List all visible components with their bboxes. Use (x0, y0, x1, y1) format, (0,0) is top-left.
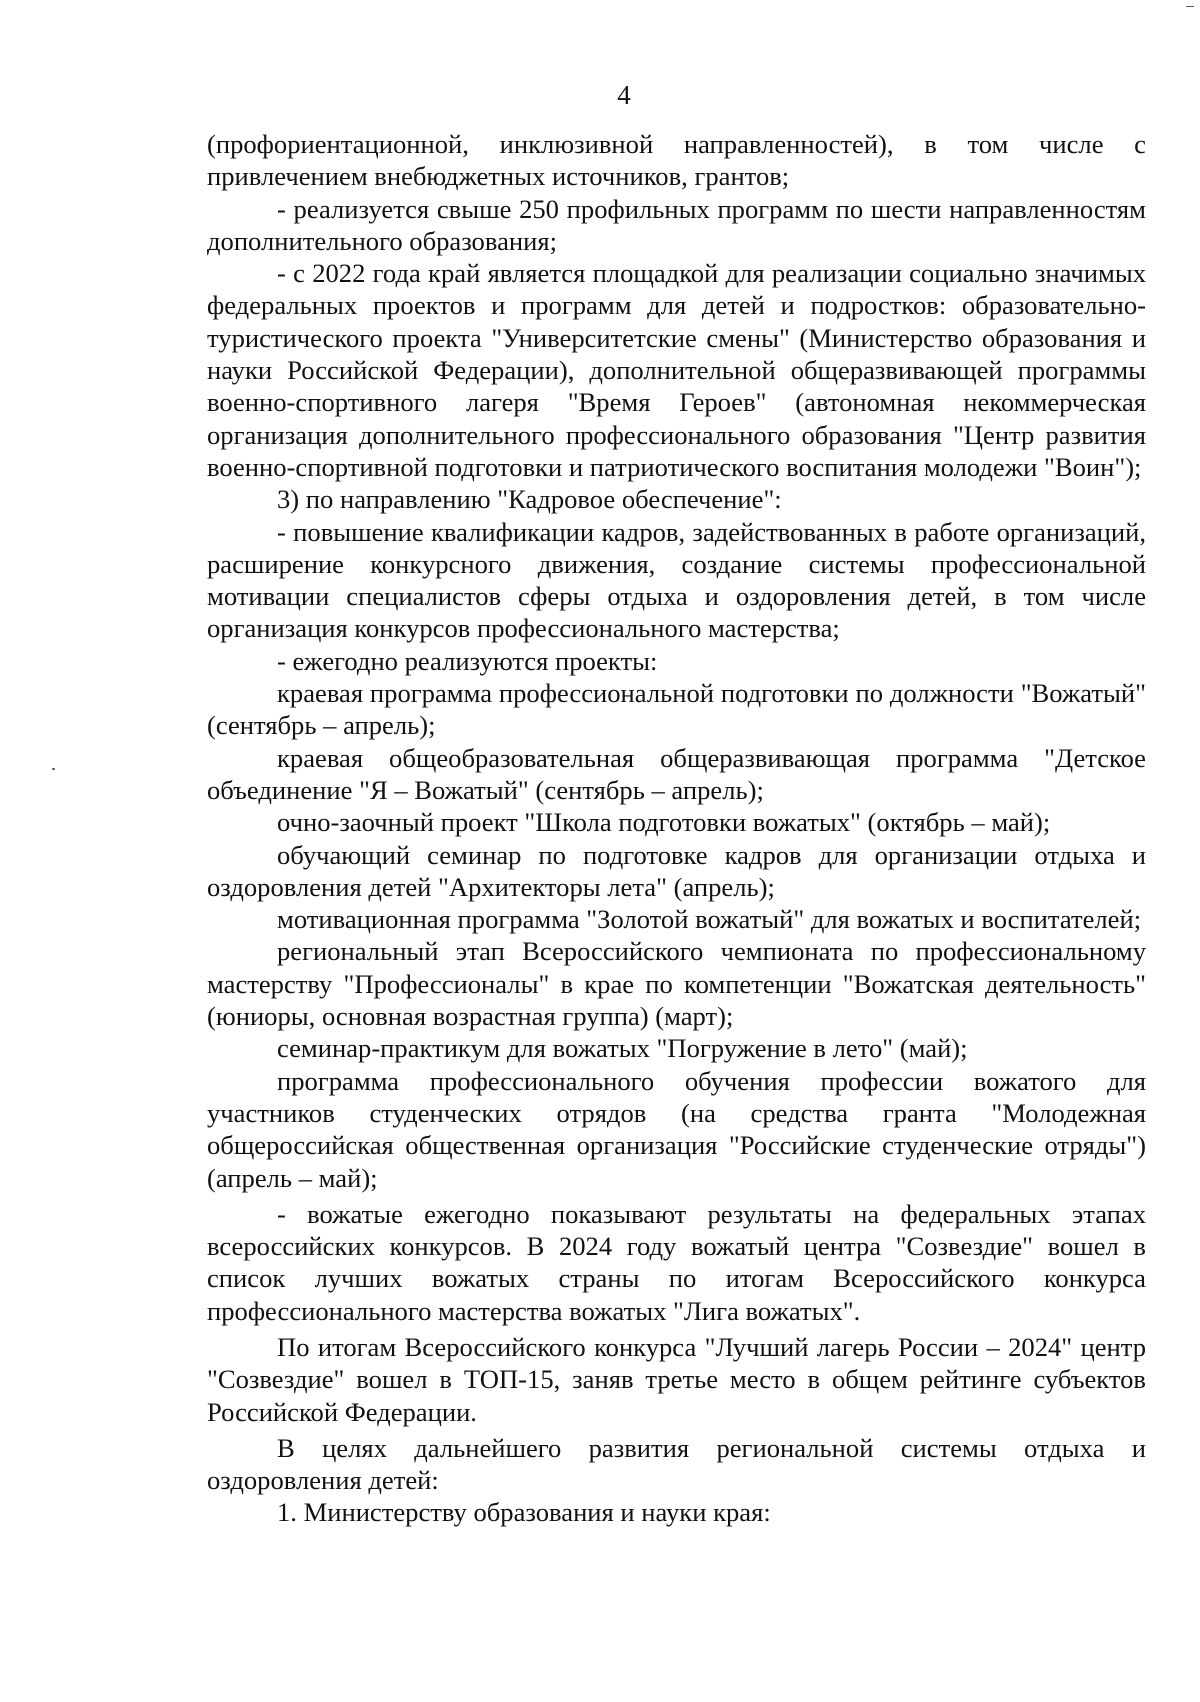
paragraph-17: В целях дальнейшего развития региональной системы отдыха и оздоровления детей: (207, 1432, 1146, 1496)
paragraph-8: краевая общеобразовательная общеразвивающая программа "Детское объединение "Я – Вожатый" (сентябрь – апрель); (207, 742, 1146, 805)
paragraph-10: обучающий семинар по подготовке кадров для организации отдыха и оздоровления детей "Архитекторы лета" (апрель); (207, 839, 1146, 902)
paragraph-14: программа профессионального обучения профессии вожатого для участников студенческих отрядов (на средства гранта "Молодежная общероссийская общественная организация "Российские студенческие отряды") (апрель – май); (207, 1065, 1146, 1193)
paragraph-18: 1. Министерству образования и науки края: (277, 1497, 771, 1528)
document-body (207, 128, 1146, 1529)
paragraph-12: региональный этап Всероссийского чемпионата по профессиональному мастерству "Профессионалы" в крае по компетенции "Вожатская деятельность" (юниоры, основная возрастная группа) (март); (207, 936, 1146, 1032)
paragraph-1: (профориентационной, инклюзивной направленностей), в том числе с привлечением внебюджетных источников, грантов; (207, 129, 1146, 192)
paragraph-16: По итогам Всероссийского конкурса "Лучший лагерь России – 2024" центр "Созвездие" вошел в ТОП-15, заняв третье место в общем рейтинге субъектов Российской Федерации. (207, 1331, 1146, 1427)
scan-mark (1186, 6, 1194, 7)
scan-speck (52, 768, 55, 770)
paragraph-5: - повышение квалификации кадров, задействованных в работе организаций, расширение конкурсного движения, создание системы профессиональной мотивации специалистов сферы отдыха и оздоровления детей, в том числе организация конкурсов профессионального мастерства; (207, 516, 1146, 644)
paragraph-15: - вожатые ежегодно показывают результаты на федеральных этапах всероссийских конкурсов. В 2024 году вожатый центра "Созвездие" вошел в список лучших вожатых страны по итогам Всероссийского конкурса профессионального мастерства вожатых "Лига вожатых". (207, 1198, 1146, 1326)
paragraph-9: очно-заочный проект "Школа подготовки вожатых" (октябрь – май); (277, 807, 1051, 838)
paragraph-4: 3) по направлению "Кадровое обеспечение": (277, 484, 782, 515)
paragraph-7: краевая программа профессиональной подготовки по должности "Вожатый" (сентябрь – апрель); (207, 678, 1146, 741)
paragraph-2: - реализуется свыше 250 профильных программ по шести направленностям дополнительного образования; (207, 193, 1146, 256)
paragraph-13: семинар-практикум для вожатых "Погружение в лето" (май); (277, 1033, 968, 1064)
page-number: 4 (617, 80, 631, 110)
paragraph-6: - ежегодно реализуются проекты: (277, 645, 658, 676)
paragraph-3: - с 2022 года край является площадкой для реализации социально значимых федеральных проектов и программ для детей и подростков: образовательно-туристического проекта "Университетские смены" (Министерство образования и науки Российской Федерации), дополнительной общеразвивающей программы военно-спортивного лагеря "Время Героев" (автономная некоммерческая организация дополнительного профессионального образования "Центр развития военно-спортивной подготовки и патриотического воспитания молодежи "Воин"); (207, 258, 1146, 482)
paragraph-11: мотивационная программа "Золотой вожатый" для вожатых и воспитателей; (277, 904, 1142, 935)
